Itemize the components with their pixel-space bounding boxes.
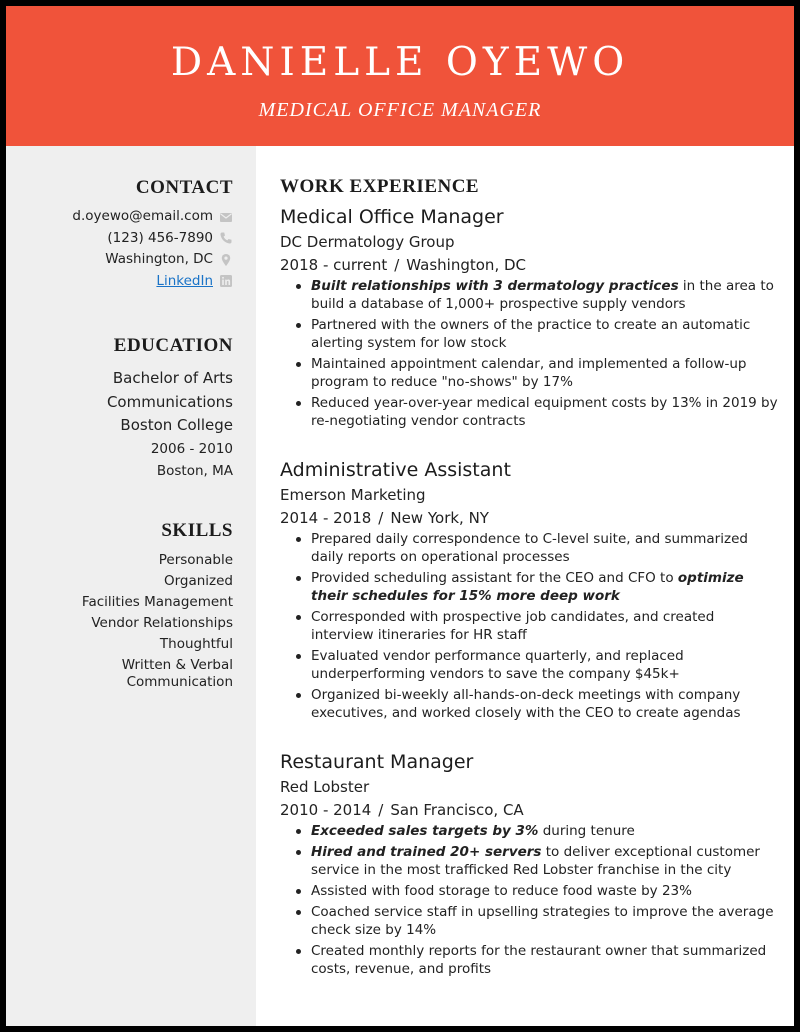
job-meta [280, 799, 780, 822]
education-location: Boston, MA [156, 462, 233, 479]
job-bullets [293, 277, 780, 430]
job-bullet: Assisted with food storage to reduce food waste by 23% [293, 882, 780, 900]
contact-email[interactable]: d.oyewo@email.com [72, 208, 213, 224]
job-entry [280, 457, 780, 725]
job-location: Washington, DC [406, 256, 527, 274]
skill-item: Thoughtful [159, 636, 233, 652]
job-dates: 2018 - current [280, 256, 388, 274]
job-bullet: Hired and trained 20+ servers to deliver exceptional customer service in the most trafficked Red Lobster franchise in the city [293, 843, 780, 879]
education-major: Communications [106, 392, 233, 411]
skill-item: Facilities Management [81, 594, 233, 610]
job-entry [280, 749, 780, 981]
education-heading: EDUCATION [113, 335, 233, 356]
sidebar [6, 146, 256, 1026]
contact-heading: CONTACT [135, 177, 233, 198]
job-bullet: Organized bi-weekly all-hands-on-deck meetings with company executives, and worked closely with the CEO to create agendas [293, 686, 780, 722]
job-location: New York, NY [390, 509, 489, 527]
job-meta-separator: / [378, 801, 384, 819]
candidate-title: MEDICAL OFFICE MANAGER [258, 99, 542, 121]
education-degree: Bachelor of Arts [112, 369, 233, 387]
contact-phone: (123) 456-7890 [107, 229, 213, 246]
job-company: Red Lobster [280, 778, 370, 796]
job-bullet: Corresponded with prospective job candidates, and created interview itineraries for HR staff [293, 608, 780, 644]
job-bullet: Partnered with the owners of the practice to create an automatic alerting system for low stock [293, 316, 780, 352]
job-bullets [293, 822, 780, 978]
education-school: Boston College [120, 416, 233, 434]
job-title: Restaurant Manager [280, 751, 474, 773]
work-experience-heading: WORK EXPERIENCE [280, 176, 480, 197]
phone-icon [219, 231, 233, 245]
linkedin-link[interactable]: LinkedIn [156, 272, 213, 289]
job-meta [280, 254, 780, 277]
contact-location-row [6, 249, 233, 271]
contact-email-row [6, 206, 233, 228]
skills-heading: SKILLS [161, 520, 233, 541]
job-title: Administrative Assistant [280, 459, 511, 481]
map-pin-icon [219, 253, 233, 267]
job-dates: 2010 - 2014 [280, 801, 372, 819]
job-company: DC Dermatology Group [280, 233, 455, 251]
education-section [6, 334, 233, 482]
job-bullets [293, 530, 780, 722]
resume-page [6, 6, 794, 1026]
job-bullet: Coached service staff in upselling strategies to improve the average check size by 14% [293, 903, 780, 939]
contact-phone-row [6, 228, 233, 250]
contact-location: Washington, DC [105, 251, 213, 267]
candidate-name: DANIELLE OYEWO [170, 40, 630, 85]
skill-item: Organized [163, 573, 233, 589]
linkedin-icon [219, 274, 233, 288]
job-company: Emerson Marketing [280, 486, 426, 504]
job-bullet: Prepared daily correspondence to C-level suite, and summarized daily reports on operational processes [293, 530, 780, 566]
job-bullet: Built relationships with 3 dermatology practices in the area to build a database of 1,000+ prospective supply vendors [293, 277, 780, 313]
job-bullet: Evaluated vendor performance quarterly, and replaced underperforming vendors to save the company $45k+ [293, 647, 780, 683]
skill-item: Personable [158, 552, 233, 568]
job-meta [280, 507, 780, 530]
job-meta-separator: / [394, 256, 400, 274]
job-bullet: Provided scheduling assistant for the CEO and CFO to optimize their schedules for 15% more deep work [293, 569, 780, 605]
job-dates: 2014 - 2018 [280, 509, 372, 527]
job-bullet: Maintained appointment calendar, and implemented a follow-up program to reduce "no-shows" by 17% [293, 355, 780, 391]
job-location: San Francisco, CA [390, 801, 524, 819]
job-entry [280, 204, 780, 433]
job-bullet: Created monthly reports for the restaurant owner that summarized costs, revenue, and profits [293, 942, 780, 978]
job-bullet: Reduced year-over-year medical equipment costs by 13% in 2019 by re-negotiating vendor contracts [293, 394, 780, 430]
job-bullet: Exceeded sales targets by 3% during tenure [293, 822, 780, 840]
education-years: 2006 - 2010 [150, 440, 233, 457]
skill-item: Written & Verbal Communication [121, 657, 233, 690]
resume-header [6, 6, 794, 146]
skill-item: Vendor Relationships [91, 615, 233, 631]
skills-section [6, 519, 233, 695]
envelope-icon [219, 210, 233, 224]
job-title: Medical Office Manager [280, 206, 504, 228]
contact-section [6, 176, 233, 292]
job-meta-separator: / [378, 509, 384, 527]
contact-linkedin-row [6, 271, 233, 293]
